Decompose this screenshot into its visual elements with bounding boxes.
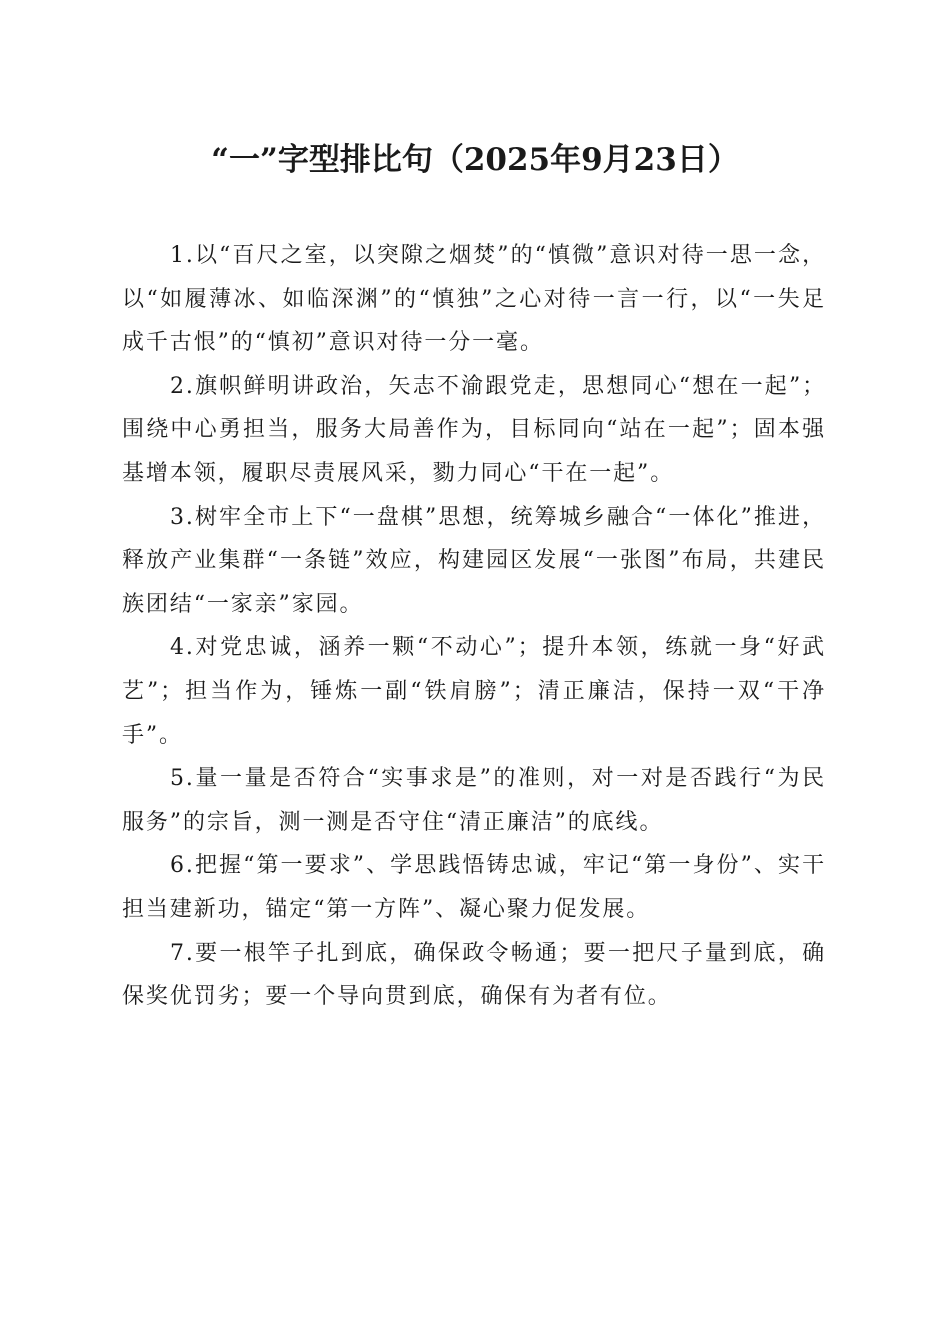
paragraph-1: 1.以“百尺之室，以突隙之烟焚”的“慎微”意识对待一思一念，以“如履薄冰、如临深渊”的“慎独”之心对待一言一行，以“一失足成千古恨”的“慎初”意识对待一分一毫。 (122, 243, 826, 356)
paragraph-2: 2.旗帜鲜明讲政治，矢志不渝跟党走，思想同心“想在一起”；围绕中心勇担当，服务大局善作为，目标同向“站在一起”；固本强基增本领，履职尽责展风采，勠力同心“干在一起”。 (122, 373, 826, 486)
document-body (122, 234, 826, 1019)
paragraph-7: 7.要一根竿子扎到底，确保政令畅通；要一把尺子量到底，确保奖优罚劣；要一个导向贯到底，确保有为者有位。 (122, 940, 826, 1010)
document-title: “一”字型排比句（2025年9月23日） (211, 142, 739, 178)
paragraph-5: 5.量一量是否符合“实事求是”的准则，对一对是否践行“为民服务”的宗旨，测一测是否守住“清正廉洁”的底线。 (122, 766, 826, 835)
paragraph-6: 6.把握“第一要求”、学思践悟铸忠诚，牢记“第一身份”、实干担当建新功，锚定“第一方阵”、凝心聚力促发展。 (122, 853, 826, 922)
paragraph-3: 3.树牢全市上下“一盘棋”思想，统筹城乡融合“一体化”推进，释放产业集群“一条链”效应，构建园区发展“一张图”布局，共建民族团结“一家亲”家园。 (122, 504, 826, 617)
paragraph-4: 4.对党忠诚，涵养一颗“不动心”；提升本领，练就一身“好武艺”；担当作为，锤炼一副“铁肩膀”；清正廉洁，保持一双“干净手”。 (122, 635, 826, 748)
